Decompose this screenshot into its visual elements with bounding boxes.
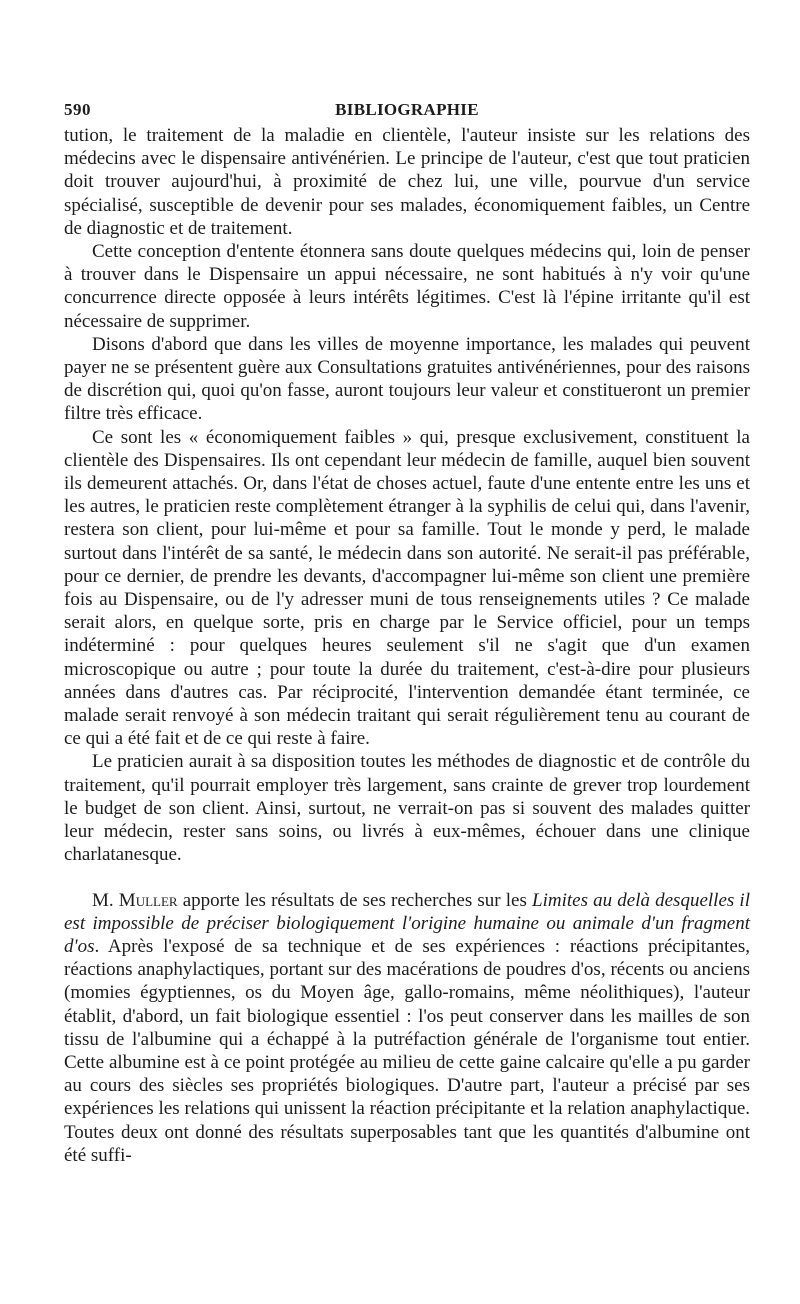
work-title: Limites au delà desquelles il est impossible de préciser biologiquement l'origine humaine ou animale d'un fragment d'os: [64, 889, 750, 957]
paragraph-faibles: Ce sont les « économiquement faibles » qui, presque exclusivement, constituent la clientèle des Dispensaires. Ils ont cependant leur médecin de famille, auquel bien souvent ils demeurent attachés. Or, dans l'état de choses actuel, faute d'une entente entre les uns et les autres, le praticien reste complètement étranger à la syphilis de celui qui, dans l'avenir, restera son client, pour lui-même et pour sa famille. Tout le monde y perd, le malade surtout dans l'intérêt de sa santé, le médecin dans son autorité. Ne serait-il pas préférable, pour ce dernier, de prendre les devants, d'accompagner lui-même son client une première fois au Dispensaire, ou de l'y adresser muni de tous renseignements utiles ? Ce malade serait alors, en quelque sorte, pris en charge par le Service officiel, pour un temps indéterminé : pour quelques heures seulement s'il ne s'agit que d'un examen microscopique ou autre ; pour toute la durée du traitement, c'est-à-dire pour plusieurs années dans d'autres cas. Par réciprocité, l'intervention demandée étant terminée, ce malade serait renvoyé à son médecin traitant qui serait régulièrement tenu au courant de ce qui a été fait et de ce qui reste à faire.: [64, 426, 750, 750]
muller-lead: apporte les résultats de ses recherches sur les: [177, 889, 533, 911]
paragraph-continuation: tution, le traitement de la maladie en clientèle, l'auteur insiste sur les relations des médecins avec le dispensaire antivénérien. Le principe de l'auteur, c'est que tout praticien doit trouver aujourd'hui, à proximité de chez lui, une ville, pourvue d'un service spécialisé, susceptible de devenir pour ses malades, économiquement faibles, un Centre de diagnostic et de traitement.: [64, 125, 750, 239]
paragraph-praticien: Le praticien aurait à sa disposition toutes les méthodes de diagnostic et de contrôle du traitement, qu'il pourrait employer très largement, sans crainte de grever trop lourdement le budget de son client. Ainsi, surtout, ne verrait-on pas si souvent des malades quitter leur médecin, rester sans soins, ou livrés à eux-mêmes, échouer dans une clinique charlatanesque.: [64, 751, 750, 866]
author-name: Muller: [118, 889, 178, 911]
paragraph-villes: Disons d'abord que dans les villes de moyenne importance, les malades qui peuvent payer ne se présentent guère aux Consultations gratuites antivénériennes, pour des raisons de discrétion qui, quoi qu'on fasse, auront toujours leur valeur et constitueront un premier filtre très efficace.: [64, 333, 750, 425]
paragraph-entente: Cette conception d'entente étonnera sans doute quelques médecins qui, loin de penser à trouver dans le Dispensaire un appui nécessaire, ne sont habitués à n'y voir qu'une concurrence directe opposée à leurs intérêts légitimes. C'est là l'épine irritante qu'il est nécessaire de supprimer.: [64, 241, 750, 332]
author-prefix: M.: [92, 889, 119, 911]
paragraph-muller: [64, 889, 750, 1167]
page-number: 590: [64, 100, 91, 119]
section-gap: [64, 867, 750, 889]
running-title: BIBLIOGRAPHIE: [335, 100, 479, 119]
muller-body: . Après l'exposé de sa technique et de ses expériences : réactions précipitantes, réactions anaphylactiques, portant sur des macérations de poudres d'os, récents ou anciens (momies égyptiennes, os du Moyen âge, gallo-romains, même néolithiques), l'auteur établit, d'abord, un fait biologique essentiel : l'os peut conserver dans les mailles de son tissu de l'albumine qui a échappé à la putréfaction générale de l'organisme tout entier. Cette albumine est à ce point protégée au milieu de cette gaine calcaire qu'elle a pu garder au cours des siècles ses propriétés biologiques. D'autre part, l'auteur a précisé par ses expériences les relations qui unissent la réaction précipitante et la relation anaphylactique. Toutes deux ont donné des résultats superposables tant que les quantités d'albumine ont été suffi-: [64, 935, 750, 1166]
running-header: [64, 96, 750, 124]
body-text: [64, 124, 750, 1167]
book-page: [64, 96, 750, 1167]
